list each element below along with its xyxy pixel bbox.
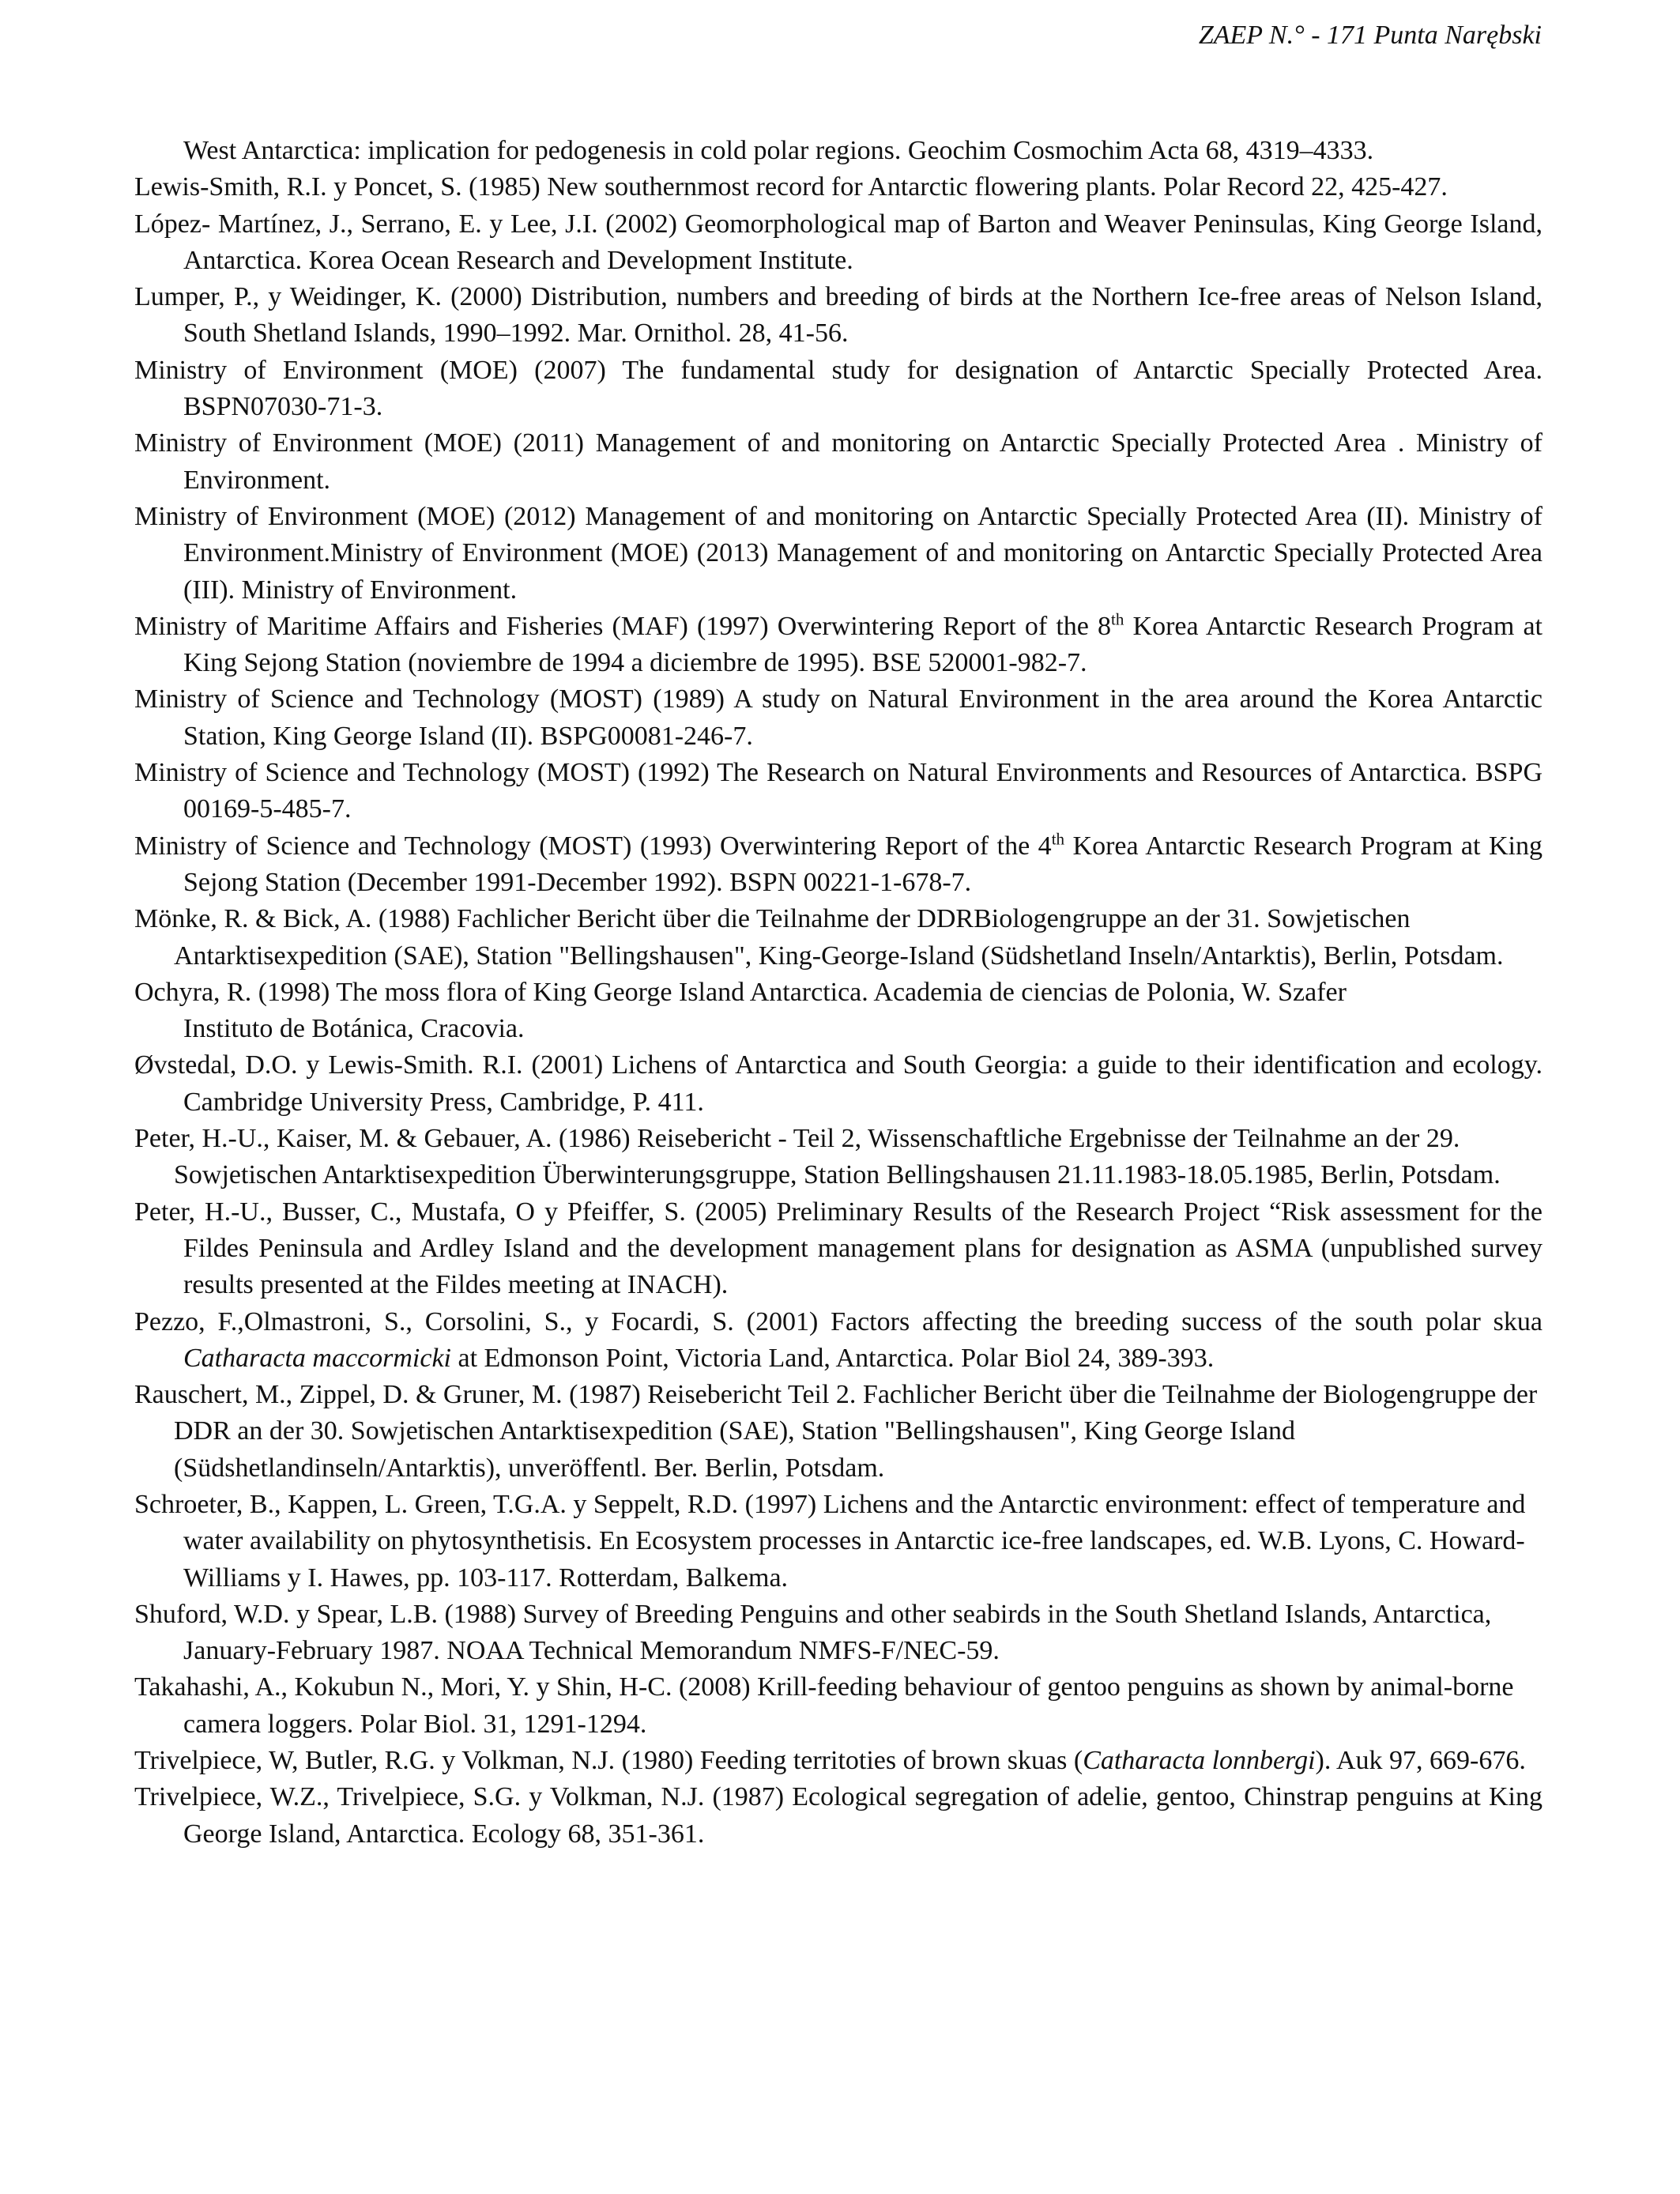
reference-entry: López- Martínez, J., Serrano, E. y Lee, J.I. (2002) Geomorphological map of Barton and Weaver Peninsulas, King George Island, Antarctica. Korea Ocean Research and Development Institute. <box>134 209 1543 275</box>
reference-entry: Lewis-Smith, R.I. y Poncet, S. (1985) New southernmost record for Antarctic flowering plants. Polar Record 22, 425-427. <box>134 172 1448 202</box>
reference-entry-continuation: Instituto de Botánica, Cracovia. <box>183 1014 525 1044</box>
reference-entry: Pezzo, F.,Olmastroni, S., Corsolini, S., y Focardi, S. (2001) Factors affecting the breeding success of the south polar skua Catharacta maccormicki at Edmonson Point, Victoria Land, Antarctica. Polar Biol 24, 389-393. <box>134 1306 1543 1373</box>
superscript: th <box>1051 829 1065 849</box>
reference-list <box>134 133 1543 1853</box>
reference-entry: Ministry of Environment (MOE) (2007) The fundamental study for designation of Antarctic Specially Protected Area. BSPN07030-71-3. <box>134 355 1543 422</box>
reference-entry: Trivelpiece, W.Z., Trivelpiece, S.G. y Volkman, N.J. (1987) Ecological segregation of adelie, gentoo, Chinstrap penguins at King George Island, Antarctica. Ecology 68, 351-361. <box>134 1782 1543 1849</box>
reference-entry: Rauschert, M., Zippel, D. & Gruner, M. (1987) Reisebericht Teil 2. Fachlicher Bericht über die Teilnahme der Biologengruppe der DDR an der 30. Sowjetischen Antarktisexpedition (SAE), Station "Bellingshausen", King George Island (Südshetlandinseln/Antarktis), unveröffentl. Ber. Berlin, Potsdam. <box>134 1380 1538 1483</box>
reference-entry: Takahashi, A., Kokubun N., Mori, Y. y Shin, H-C. (2008) Krill-feeding behaviour of gentoo penguins as shown by animal-borne camera loggers. Polar Biol. 31, 1291-1294. <box>134 1672 1514 1739</box>
superscript: th <box>1111 609 1124 629</box>
reference-entry: Shuford, W.D. y Spear, L.B. (1988) Survey of Breeding Penguins and other seabirds in the South Shetland Islands, Antarctica, January-February 1987. NOAA Technical Memorandum NMFS-F/NEC-59. <box>134 1599 1492 1666</box>
reference-entry: Lumper, P., y Weidinger, K. (2000) Distribution, numbers and breeding of birds at the Northern Ice-free areas of Nelson Island, South Shetland Islands, 1990–1992. Mar. Ornithol. 28, 41-56. <box>134 282 1543 349</box>
reference-entry: Ministry of Environment (MOE) (2012) Management of and monitoring on Antarctic Specially Protected Area (II). Ministry of Environment.Ministry of Environment (MOE) (2013) Management of and monitoring on Antarctic Specially Protected Area (III). Ministry of Environment. <box>134 501 1543 605</box>
reference-entry: Ochyra, R. (1998) The moss flora of King George Island Antarctica. Academia de ciencias de Polonia, W. Szafer <box>134 977 1347 1007</box>
species-name: Catharacta maccormicki <box>183 1343 451 1373</box>
reference-entry: Peter, H.-U., Busser, C., Mustafa, O y Pfeiffer, S. (2005) Preliminary Results of the Research Project “Risk assessment for the Fildes Peninsula and Ardley Island and the development management plans for designation as ASMA (unpublished survey results presented at the Fildes meeting at INACH). <box>134 1197 1543 1300</box>
reference-entry: Ministry of Science and Technology (MOST) (1993) Overwintering Report of the 4th Korea Antarctic Research Program at King Sejong Station (December 1991-December 1992). BSPN 00221-1-678-7. <box>134 829 1543 897</box>
reference-entry: Øvstedal, D.O. y Lewis-Smith. R.I. (2001) Lichens of Antarctica and South Georgia: a guide to their identification and ecology. Cambridge University Press, Cambridge, P. 411. <box>134 1050 1543 1117</box>
reference-entry: Schroeter, B., Kappen, L. Green, T.G.A. y Seppelt, R.D. (1997) Lichens and the Antarctic environment: effect of temperature and water availability on phytosynthetisis. En Ecosystem processes in Antarctic ice-free landscapes, ed. W.B. Lyons, C. Howard-Williams y I. Hawes, pp. 103-117. Rotterdam, Balkema. <box>134 1489 1526 1593</box>
running-header: ZAEP N.° - 171 Punta Narębski <box>1198 21 1542 50</box>
reference-entry: Peter, H.-U., Kaiser, M. & Gebauer, A. (1986) Reisebericht - Teil 2, Wissenschaftliche Ergebnisse der Teilnahme an der 29. Sowjetischen Antarktisexpedition Überwinterungsgruppe, Station Bellingshausen 21.11.1983-18.05.1985, Berlin, Potsdam. <box>134 1124 1501 1190</box>
reference-entry: Ministry of Environment (MOE) (2011) Management of and monitoring on Antarctic Specially Protected Area . Ministry of Environment. <box>134 428 1543 495</box>
reference-entry: West Antarctica: implication for pedogenesis in cold polar regions. Geochim Cosmochim Acta 68, 4319–4333. <box>183 136 1374 165</box>
reference-entry: Trivelpiece, W, Butler, R.G. y Volkman, N.J. (1980) Feeding territoties of brown skuas (Catharacta lonnbergi). Auk 97, 669-676. <box>134 1746 1526 1776</box>
reference-entry: Ministry of Science and Technology (MOST) (1989) A study on Natural Environment in the area around the Korea Antarctic Station, King George Island (II). BSPG00081-246-7. <box>134 684 1543 751</box>
species-name: Catharacta lonnbergi <box>1083 1746 1316 1776</box>
reference-entry: Ministry of Maritime Affairs and Fisheries (MAF) (1997) Overwintering Report of the 8th Korea Antarctic Research Program at King Sejong Station (noviembre de 1994 a diciembre de 1995). BSE 520001-982-7. <box>134 609 1543 678</box>
reference-entry: Mönke, R. & Bick, A. (1988) Fachlicher Bericht über die Teilnahme der DDRBiologengruppe an der 31. Sowjetischen Antarktisexpedition (SAE), Station "Bellingshausen", King-George-Island (Südshetland Inseln/Antarktis), Berlin, Potsdam. <box>134 904 1504 971</box>
reference-entry: Ministry of Science and Technology (MOST) (1992) The Research on Natural Environments and Resources of Antarctica. BSPG 00169-5-485-7. <box>134 758 1543 824</box>
